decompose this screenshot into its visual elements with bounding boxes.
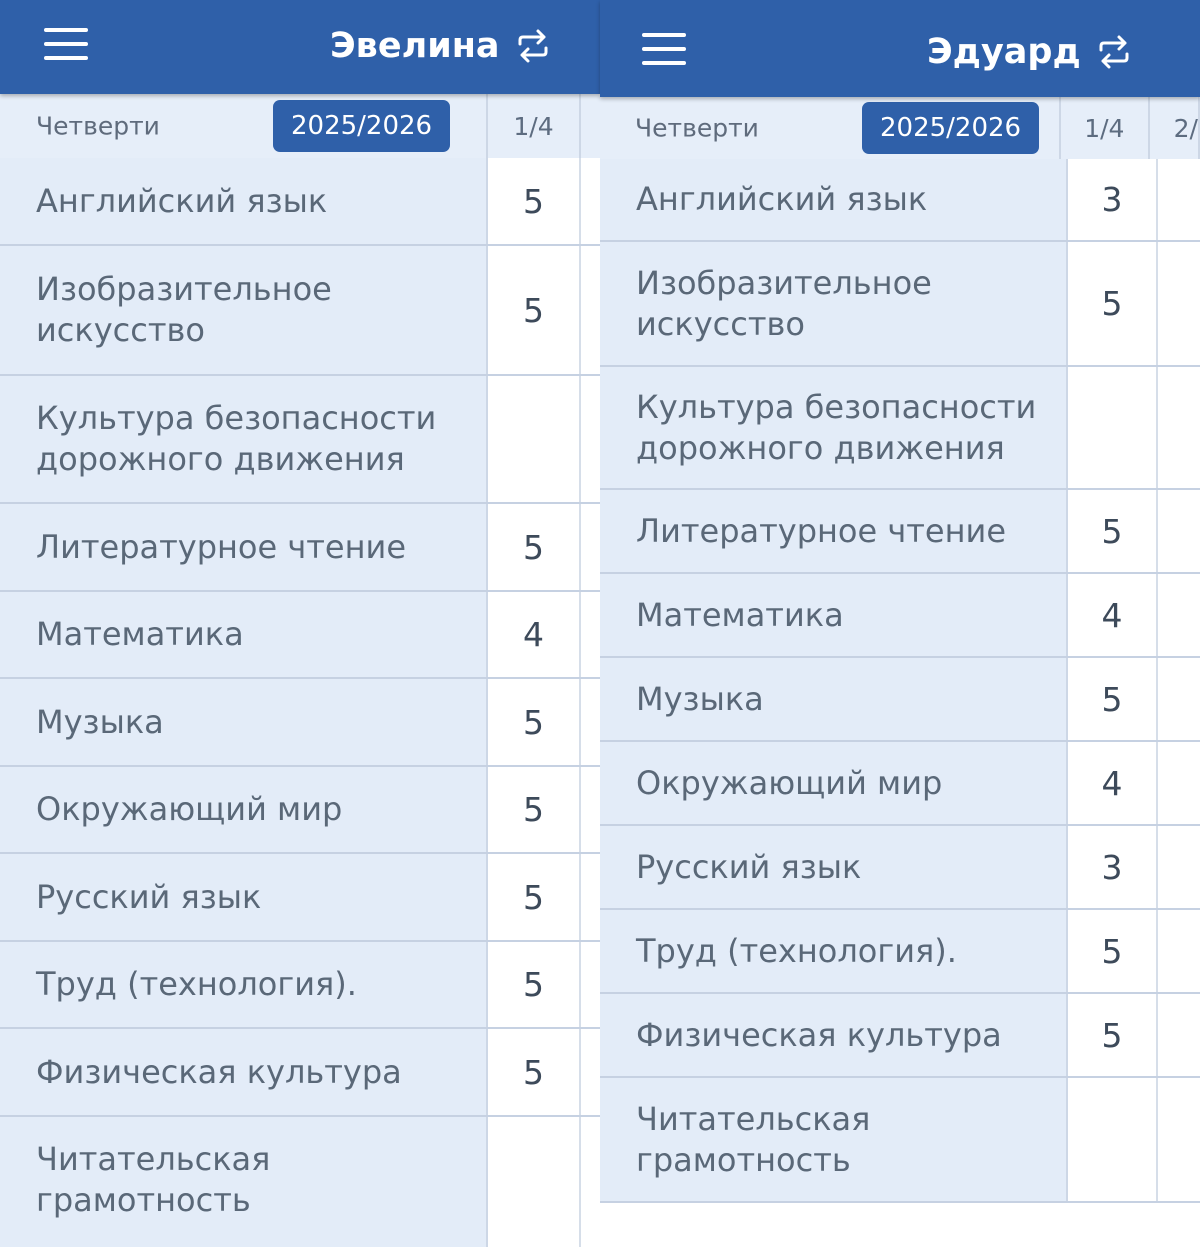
subject-name[interactable]: Культура безопасности дорожного движения [0, 376, 488, 502]
swap-arrows-icon [1097, 36, 1131, 68]
student-panel-evelina [0, 0, 600, 1219]
row-filler [581, 592, 600, 677]
row-filler [581, 504, 600, 590]
grade-cell[interactable]: 5 [1068, 994, 1158, 1076]
subject-name[interactable]: Музыка [0, 679, 488, 765]
grade-cell[interactable]: 5 [1068, 242, 1158, 365]
grades-table [600, 159, 1200, 1203]
subject-name[interactable]: Литературное чтение [600, 490, 1068, 572]
row-filler [581, 246, 600, 374]
row-filler [1158, 574, 1200, 656]
table-row [0, 679, 600, 767]
table-row [600, 994, 1200, 1078]
table-row [0, 1117, 600, 1247]
table-row [600, 826, 1200, 910]
subject-name[interactable]: Английский язык [600, 159, 1068, 240]
school-year-selector[interactable]: 2025/2026 [862, 102, 1039, 154]
grade-cell[interactable]: 5 [488, 767, 581, 852]
grade-cell[interactable]: 5 [1068, 490, 1158, 572]
swap-arrows-icon [516, 30, 550, 62]
subject-name[interactable]: Окружающий мир [600, 742, 1068, 824]
grade-cell[interactable]: 5 [488, 679, 581, 765]
hamburger-menu-icon[interactable] [642, 33, 686, 65]
subject-name[interactable]: Русский язык [0, 854, 488, 940]
table-row [0, 504, 600, 592]
row-filler [1158, 658, 1200, 740]
quarters-label: Четверти [635, 113, 759, 143]
subject-name[interactable]: Математика [600, 574, 1068, 656]
row-filler [581, 767, 600, 852]
grade-cell[interactable]: 3 [1068, 826, 1158, 908]
quarters-label: Четверти [36, 111, 160, 141]
table-row [600, 658, 1200, 742]
quarter-column-header[interactable]: 1/4 [488, 94, 581, 158]
subject-name[interactable]: Литературное чтение [0, 504, 488, 590]
hamburger-menu-icon[interactable] [44, 28, 88, 60]
subject-name[interactable]: Английский язык [0, 158, 488, 244]
table-row [600, 910, 1200, 994]
subject-name[interactable]: Музыка [600, 658, 1068, 740]
grade-cell[interactable]: 5 [488, 1029, 581, 1115]
table-row [0, 158, 600, 246]
subject-name[interactable]: Русский язык [600, 826, 1068, 908]
table-row [600, 367, 1200, 490]
grade-cell[interactable]: 5 [488, 854, 581, 940]
row-filler [581, 1029, 600, 1115]
subject-name[interactable]: Труд (технология). [600, 910, 1068, 992]
row-filler [1158, 994, 1200, 1076]
grade-cell[interactable]: 5 [488, 246, 581, 374]
grade-cell[interactable]: 5 [488, 158, 581, 244]
grade-cell[interactable]: 5 [488, 504, 581, 590]
grade-cell[interactable] [488, 376, 581, 502]
row-filler [1158, 742, 1200, 824]
student-switcher[interactable] [330, 18, 550, 74]
table-row [0, 592, 600, 679]
table-row [600, 574, 1200, 658]
school-year-selector[interactable]: 2025/2026 [273, 100, 450, 152]
header-filler [581, 94, 600, 158]
table-row [600, 742, 1200, 826]
app-bar [0, 0, 600, 94]
student-panel-eduard [600, 0, 1200, 1200]
subject-name[interactable]: Читательская грамотность [600, 1078, 1068, 1201]
table-header [0, 94, 600, 158]
row-filler [1158, 826, 1200, 908]
table-row [0, 854, 600, 942]
row-filler [1158, 1078, 1200, 1201]
grade-cell[interactable] [1068, 367, 1158, 488]
subject-column-header [0, 94, 488, 158]
quarter-column-header[interactable]: 2/ [1150, 97, 1200, 159]
grade-cell[interactable]: 4 [488, 592, 581, 677]
table-header [600, 97, 1200, 159]
student-switcher[interactable] [927, 24, 1131, 80]
subject-name[interactable]: Физическая культура [0, 1029, 488, 1115]
grade-cell[interactable]: 5 [1068, 658, 1158, 740]
row-filler [581, 854, 600, 940]
grade-cell[interactable] [488, 1117, 581, 1247]
row-filler [1158, 242, 1200, 365]
grades-table [0, 158, 600, 1247]
subject-name[interactable]: Изобразительное искусство [0, 246, 488, 374]
row-filler [1158, 490, 1200, 572]
row-filler [581, 679, 600, 765]
grade-cell[interactable] [1068, 1078, 1158, 1201]
quarter-column-header[interactable]: 1/4 [1061, 97, 1150, 159]
grade-cell[interactable]: 4 [1068, 742, 1158, 824]
table-row [0, 942, 600, 1029]
student-name: Эдуард [927, 32, 1081, 72]
grade-cell[interactable]: 3 [1068, 159, 1158, 240]
subject-name[interactable]: Культура безопасности дорожного движения [600, 367, 1068, 488]
grade-cell[interactable]: 5 [488, 942, 581, 1027]
grade-cell[interactable]: 4 [1068, 574, 1158, 656]
table-row [600, 242, 1200, 367]
table-row [0, 376, 600, 504]
subject-name[interactable]: Труд (технология). [0, 942, 488, 1027]
row-filler [1158, 159, 1200, 240]
row-filler [581, 158, 600, 244]
table-row [0, 767, 600, 854]
subject-name[interactable]: Читательская грамотность [0, 1117, 488, 1247]
table-row [600, 490, 1200, 574]
subject-name[interactable]: Окружающий мир [0, 767, 488, 852]
table-row [600, 159, 1200, 242]
subject-column-header [600, 97, 1061, 159]
row-filler [1158, 367, 1200, 488]
table-row [0, 1029, 600, 1117]
subject-name[interactable]: Математика [0, 592, 488, 677]
row-filler [581, 942, 600, 1027]
student-name: Эвелина [330, 26, 500, 66]
table-row [0, 246, 600, 376]
grade-cell[interactable]: 5 [1068, 910, 1158, 992]
row-filler [581, 1117, 600, 1247]
app-bar [600, 0, 1200, 97]
subject-name[interactable]: Физическая культура [600, 994, 1068, 1076]
subject-name[interactable]: Изобразительное искусство [600, 242, 1068, 365]
row-filler [581, 376, 600, 502]
table-row [600, 1078, 1200, 1203]
row-filler [1158, 910, 1200, 992]
